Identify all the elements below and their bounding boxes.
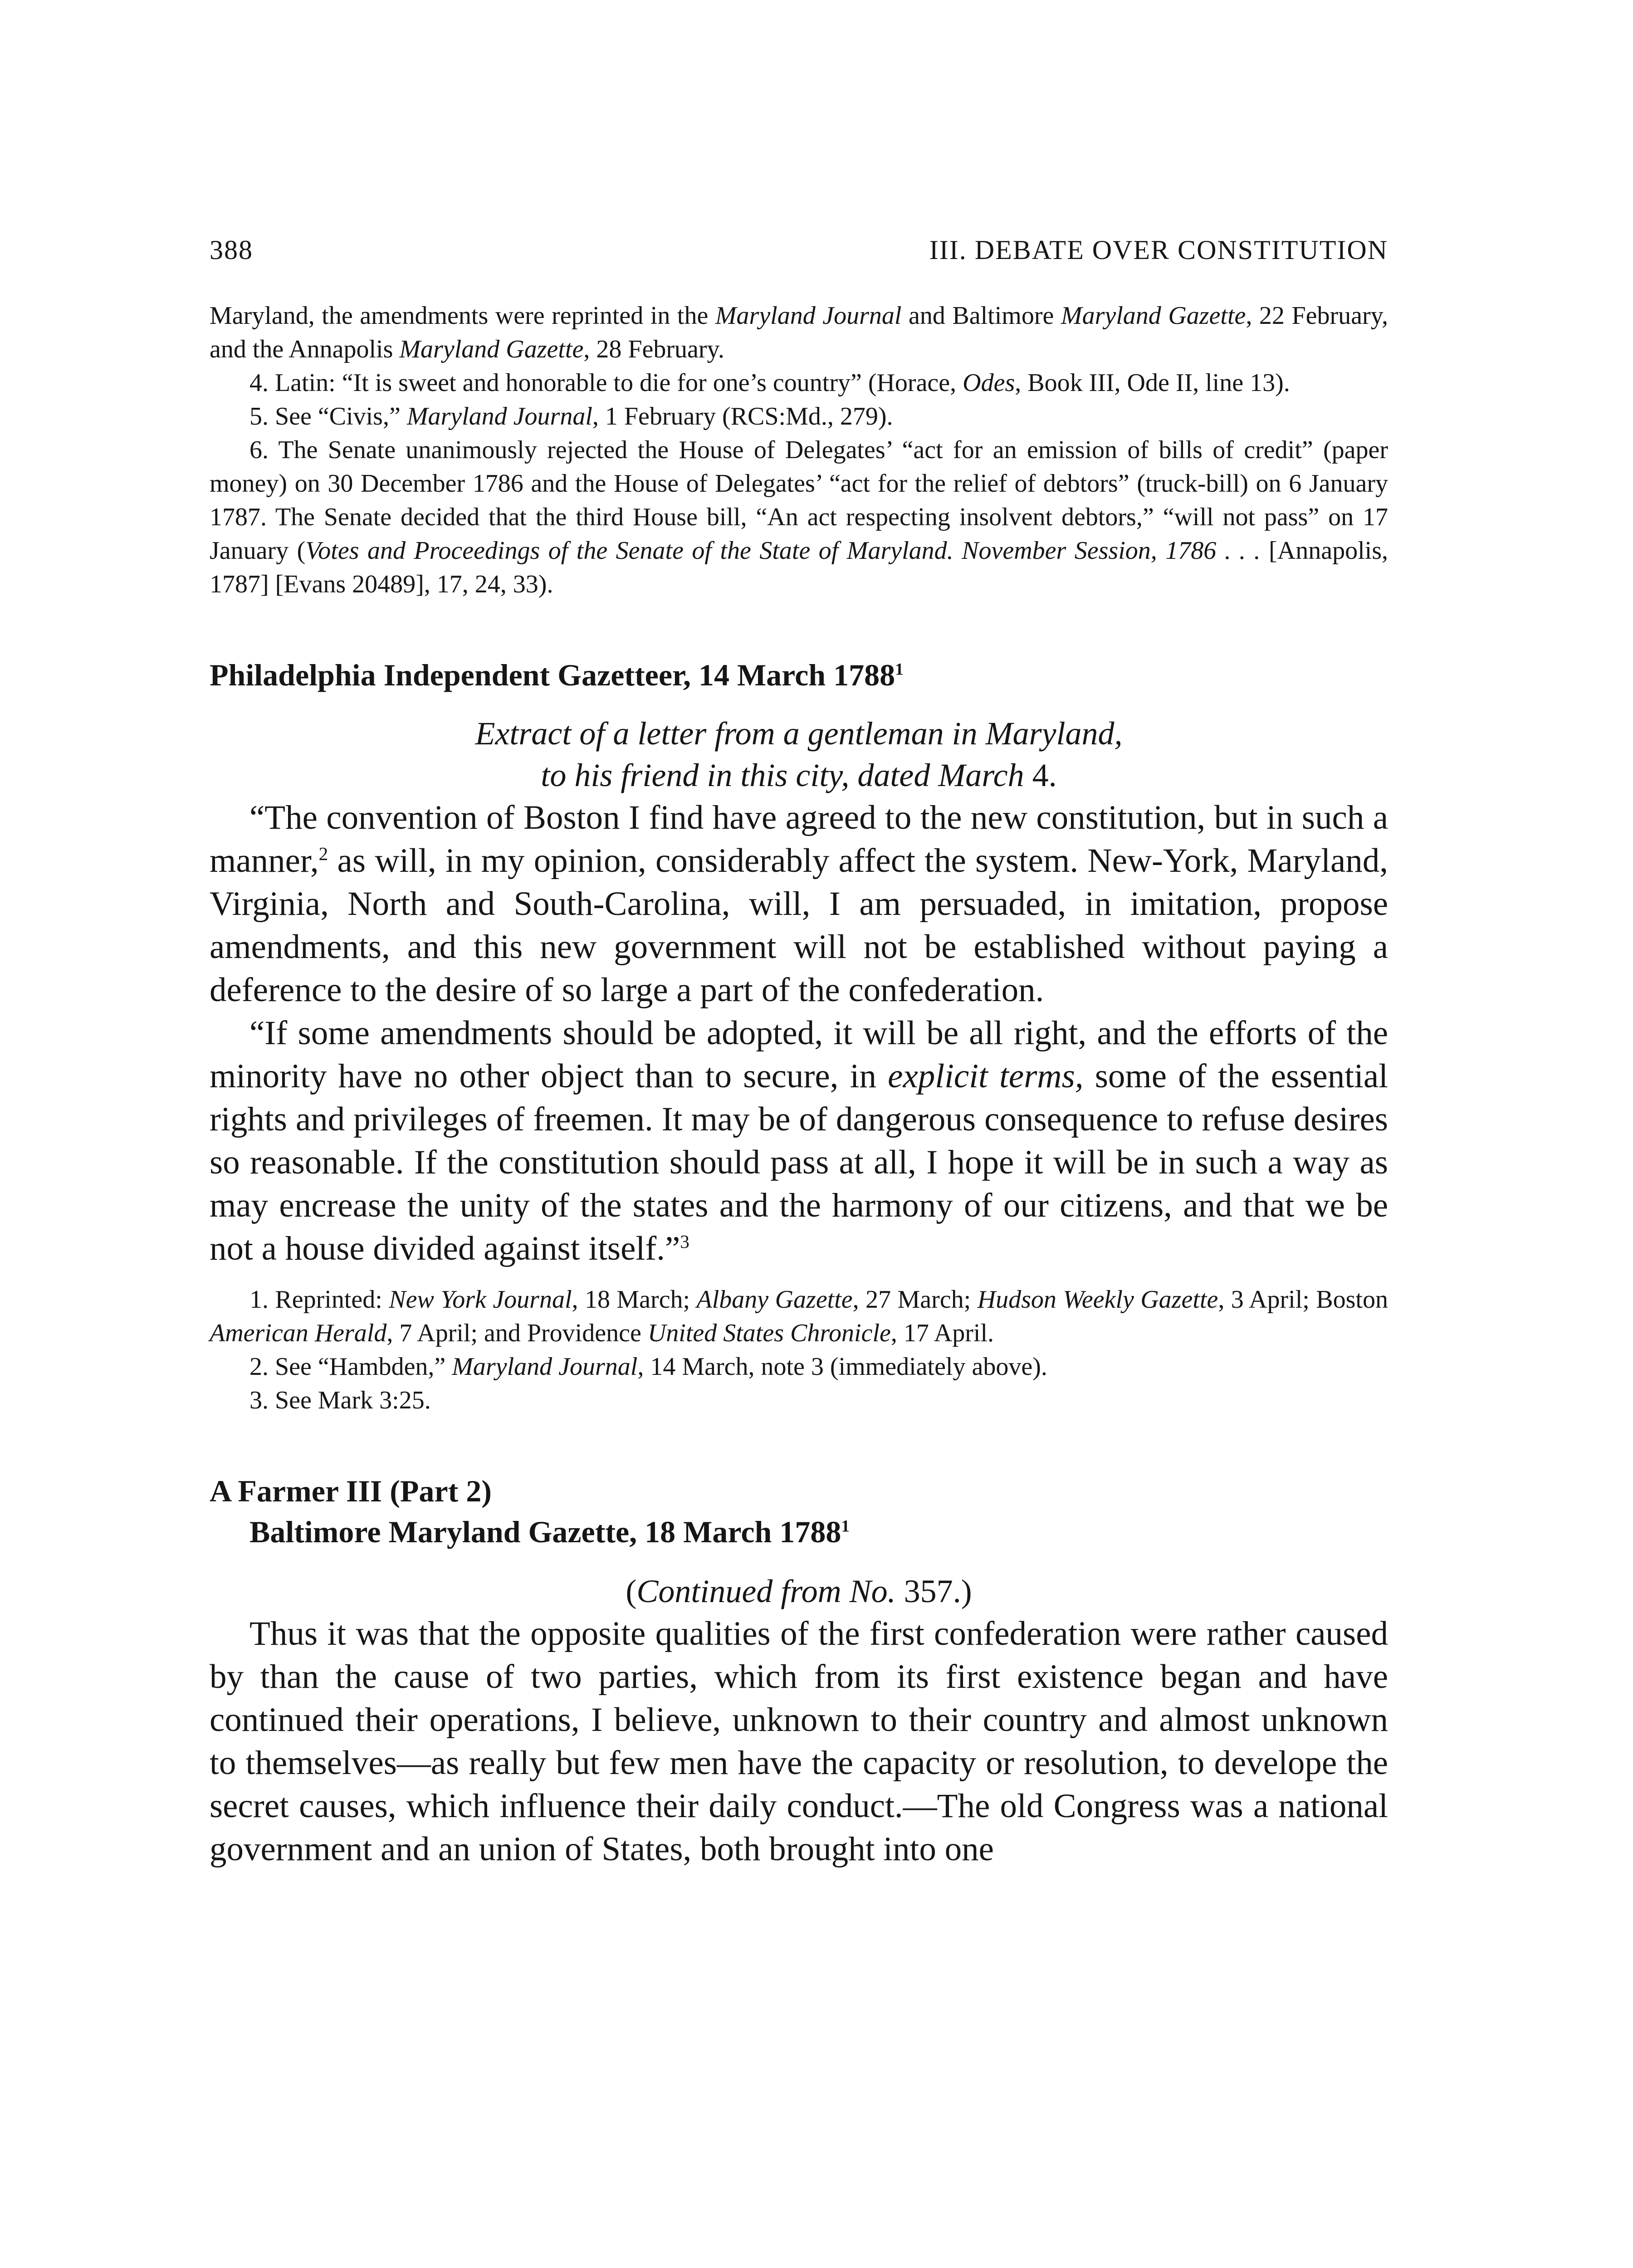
letter-paragraph-2: “If some amendments should be adopted, it will be all right, and the efforts of the minority have no other object than to secure, in explicit terms, some of the essential rights and privileges of freemen. It may be of dangerous consequence to refuse desires so reasonable. If the constitution should pass at all, I hope it will be in such a way as may encrease the unity of the states and the harmony of our citizens, and that we be not a house divided against itself.”$^3$ bbox=[210, 1014, 1388, 1267]
note-5: 5. See “Civis,” Maryland Journal, 1 February (RCS:Md., 279). bbox=[249, 402, 893, 430]
page-number: 388 bbox=[210, 235, 253, 265]
letter-body bbox=[210, 796, 1388, 1270]
top-notes bbox=[210, 299, 1388, 601]
running-title: III. DEBATE OVER CONSTITUTION bbox=[929, 235, 1388, 265]
note-6: 6. The Senate unanimously rejected the House of Delegates’ “act for an emission of bills of credit” (paper money) on 30 December 1786 and the House of Delegates’ “act for the relief of debtors” (truck-bill) on 6 January 1787. The Senate decided that the third House bill, “An act respecting insolvent debtors,” “will not pass” on 17 January (Votes and Proceedings of the Senate of the State of Maryland. November Session, 1786 . . . [Annapolis, 1787] [Evans 20489], 17, 24, 33). bbox=[210, 436, 1388, 598]
running-head bbox=[210, 229, 1388, 271]
farmer-body bbox=[210, 1612, 1388, 1871]
note-3-continuation: Maryland, the amendments were reprinted in the Maryland Journal and Baltimore Maryland Gazette, 22 February, and the Annapolis Maryland Gazette, 28 February. bbox=[210, 302, 1388, 363]
footnote-3: 3. See Mark 3:25. bbox=[249, 1386, 431, 1414]
continued-note: (Continued from No. 357.) bbox=[626, 1573, 972, 1609]
letter-dateline: Extract of a letter from a gentleman in Maryland, to his friend in this city, dated March 4. bbox=[475, 715, 1123, 793]
footnote-2: 2. See “Hambden,” Maryland Journal, 14 March, note 3 (immediately above). bbox=[249, 1353, 1047, 1381]
footnote-1: 1. Reprinted: New York Journal, 18 March; Albany Gazette, 27 March; Hudson Weekly Gazette, 3 April; Boston American Herald, 7 April; and Providence United States Chronicle, 17 April. bbox=[210, 1286, 1388, 1347]
letter-paragraph-1: “The convention of Boston I find have agreed to the new constitution, but in such a manner,$^2$ as will, in my opinion, considerably affect the system. New-York, Maryland, Virginia, North and South-Carolina, will, I am persuaded, in imitation, propose amendments, and this new government will not be established without paying a deference to the desire of so large a part of the confederation. bbox=[210, 799, 1388, 1009]
section-heading-farmer-line1: A Farmer III (Part 2) bbox=[210, 1474, 492, 1508]
section-heading-farmer bbox=[210, 1471, 1388, 1552]
section-heading-farmer-line2: Baltimore Maryland Gazette, 18 March 1788$^1$ bbox=[249, 1515, 850, 1549]
section-heading-philadelphia: Philadelphia Independent Gazetteer, 14 March 1788$^1$ bbox=[210, 658, 904, 692]
note-4: 4. Latin: “It is sweet and honorable to die for one’s country” (Horace, Odes, Book III, Ode II, line 13). bbox=[249, 369, 1290, 397]
document-page bbox=[210, 229, 1388, 1871]
section1-footnotes bbox=[210, 1283, 1388, 1417]
farmer-paragraph-1: Thus it was that the opposite qualities of the first confederation were rather caused by than the cause of two parties, which from its first existence began and have continued their operations, I believe, unknown to their country and almost unknown to themselves—as really but few men have the capacity or resolution, to develope the secret causes, which influence their daily conduct.—The old Congress was a national government and an union of States, both brought into one bbox=[210, 1615, 1388, 1868]
